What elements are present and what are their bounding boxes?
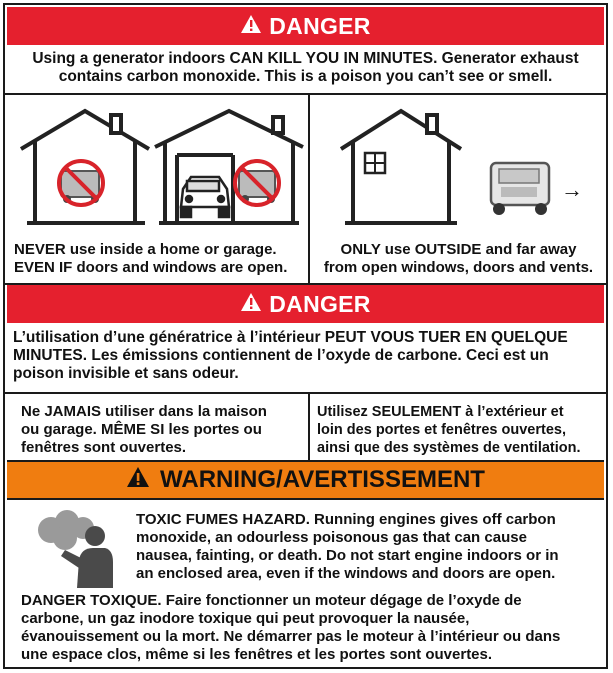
only-outside-text xyxy=(311,241,606,277)
ne-jamais-text xyxy=(21,403,306,457)
danger-banner-fr xyxy=(7,285,604,323)
divider xyxy=(308,392,310,460)
warning-fr-line: une espace clos, même si les fenêtres et les portes sont ouvertes. xyxy=(21,646,493,663)
seulement-line: Utilisez SEULEMENT à l’extérieur et xyxy=(317,404,564,420)
danger-fr-text xyxy=(13,329,603,383)
danger-fr-line: L’utilisation d’une génératrice à l’intérieur PEUT VOUS TUER EN QUELQUE xyxy=(13,329,568,346)
divider xyxy=(308,93,310,283)
danger-en-text xyxy=(5,50,606,86)
never-line: EVEN IF doors and windows are open. xyxy=(14,259,288,276)
warning-title: WARNING/AVERTISSEMENT xyxy=(160,466,485,493)
warning-en-text xyxy=(136,511,604,583)
warning-en-line: TOXIC FUMES HAZARD. Running engines gives off carbon xyxy=(136,511,556,528)
warning-fr-line: carbone, un gaz inodore toxique qui peut provoquer la nausée, xyxy=(21,610,470,627)
seulement-line: ainsi que des systèmes de ventilation. xyxy=(317,440,581,456)
danger-title: DANGER xyxy=(269,12,371,39)
toxic-fumes-person-icon xyxy=(21,508,121,588)
warning-fr-line: DANGER TOXIQUE. Faire fonctionner un moteur dégage de l’oxyde de xyxy=(21,592,522,609)
ne-jamais-line: fenêtres sont ouvertes. xyxy=(21,439,187,456)
never-line: NEVER use inside a home or garage. xyxy=(14,241,277,258)
danger-title: DANGER xyxy=(269,290,371,317)
only-line: ONLY use OUTSIDE and far away xyxy=(340,241,577,258)
divider xyxy=(5,392,606,394)
only-line: from open windows, doors and vents. xyxy=(323,259,594,276)
house-icon xyxy=(341,111,461,223)
warning-en-line: monoxide, an odourless poisonous gas that can cause xyxy=(136,529,527,546)
danger-fr-line: poison invisible et sans odeur. xyxy=(13,365,239,382)
warning-fr-text xyxy=(21,592,605,664)
danger-en-line: Using a generator indoors CAN KILL YOU IN MINUTES. Generator exhaust xyxy=(32,50,579,67)
danger-triangle-icon xyxy=(240,291,262,318)
safety-label xyxy=(3,3,608,669)
warning-en-line: an enclosed area, even if the windows and doors are open. xyxy=(136,565,556,582)
danger-en-line: contains carbon monoxide. This is a poison you can’t see or smell. xyxy=(58,68,553,85)
divider xyxy=(5,93,606,95)
danger-banner-en xyxy=(7,7,604,45)
warning-triangle-icon xyxy=(126,466,150,495)
never-indoors-text xyxy=(14,241,306,277)
seulement-line: loin des portes et fenêtres ouvertes, xyxy=(317,422,566,438)
generator-icon xyxy=(491,163,549,215)
warning-fr-line: évanouissement ou la mort. Ne démarrer pas le moteur à l’intérieur ou dans xyxy=(21,628,561,645)
outdoor-use-illustration xyxy=(335,105,600,235)
warning-en-line: nausea, fainting, or death. Do not start engine indoors or in xyxy=(136,547,559,564)
ne-jamais-line: Ne JAMAIS utiliser dans la maison xyxy=(21,403,267,420)
danger-fr-line: MINUTES. Les émissions contiennent de l’oxyde de carbone. Ceci est un xyxy=(13,347,549,364)
ne-jamais-line: ou garage. MÊME SI les portes ou xyxy=(21,421,262,438)
arrow-right-icon: → xyxy=(561,177,583,202)
car-icon xyxy=(181,177,229,217)
warning-banner xyxy=(7,460,604,500)
danger-triangle-icon xyxy=(240,13,262,40)
seulement-text xyxy=(317,403,607,457)
indoor-prohibited-illustration xyxy=(15,105,305,233)
